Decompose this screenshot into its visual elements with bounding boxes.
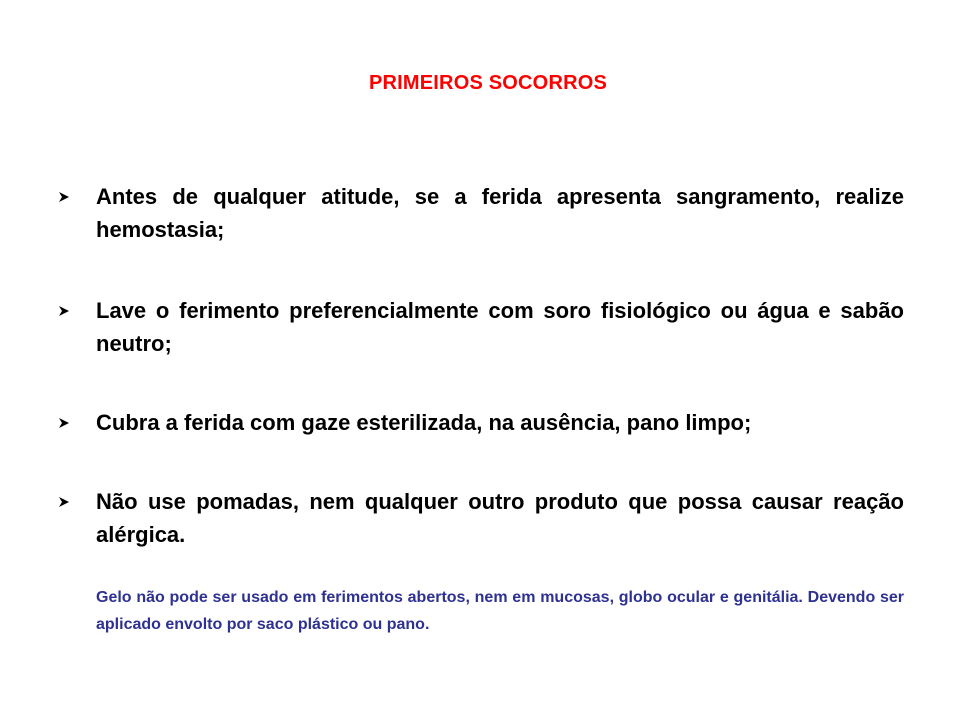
arrow-bullet-icon xyxy=(58,496,70,508)
bullet-text: Antes de qualquer atitude, se a ferida apresenta sangramento, realize hemostasia; xyxy=(96,184,904,242)
bullet-text: Lave o ferimento preferencialmente com soro fisiológico ou água e sabão neutro; xyxy=(96,298,904,356)
bullet-text: Cubra a ferida com gaze esterilizada, na ausência, pano limpo; xyxy=(96,410,752,435)
arrow-bullet-icon xyxy=(58,417,70,429)
arrow-bullet-icon xyxy=(58,191,70,203)
bullet-item xyxy=(58,294,904,360)
bullet-item xyxy=(58,406,904,439)
bullet-list xyxy=(58,180,904,551)
bullet-item xyxy=(58,180,904,246)
bullet-item xyxy=(58,485,904,551)
note-text: Gelo não pode ser usado em ferimentos abertos, nem em mucosas, globo ocular e genitália. Devendo ser aplicado envolto por saco plástico ou pano. xyxy=(96,589,904,633)
slide-title: PRIMEIROS SOCORROS xyxy=(368,72,608,94)
bullet-text: Não use pomadas, nem qualquer outro produto que possa causar reação alérgica. xyxy=(96,489,904,547)
arrow-bullet-icon xyxy=(58,305,70,317)
